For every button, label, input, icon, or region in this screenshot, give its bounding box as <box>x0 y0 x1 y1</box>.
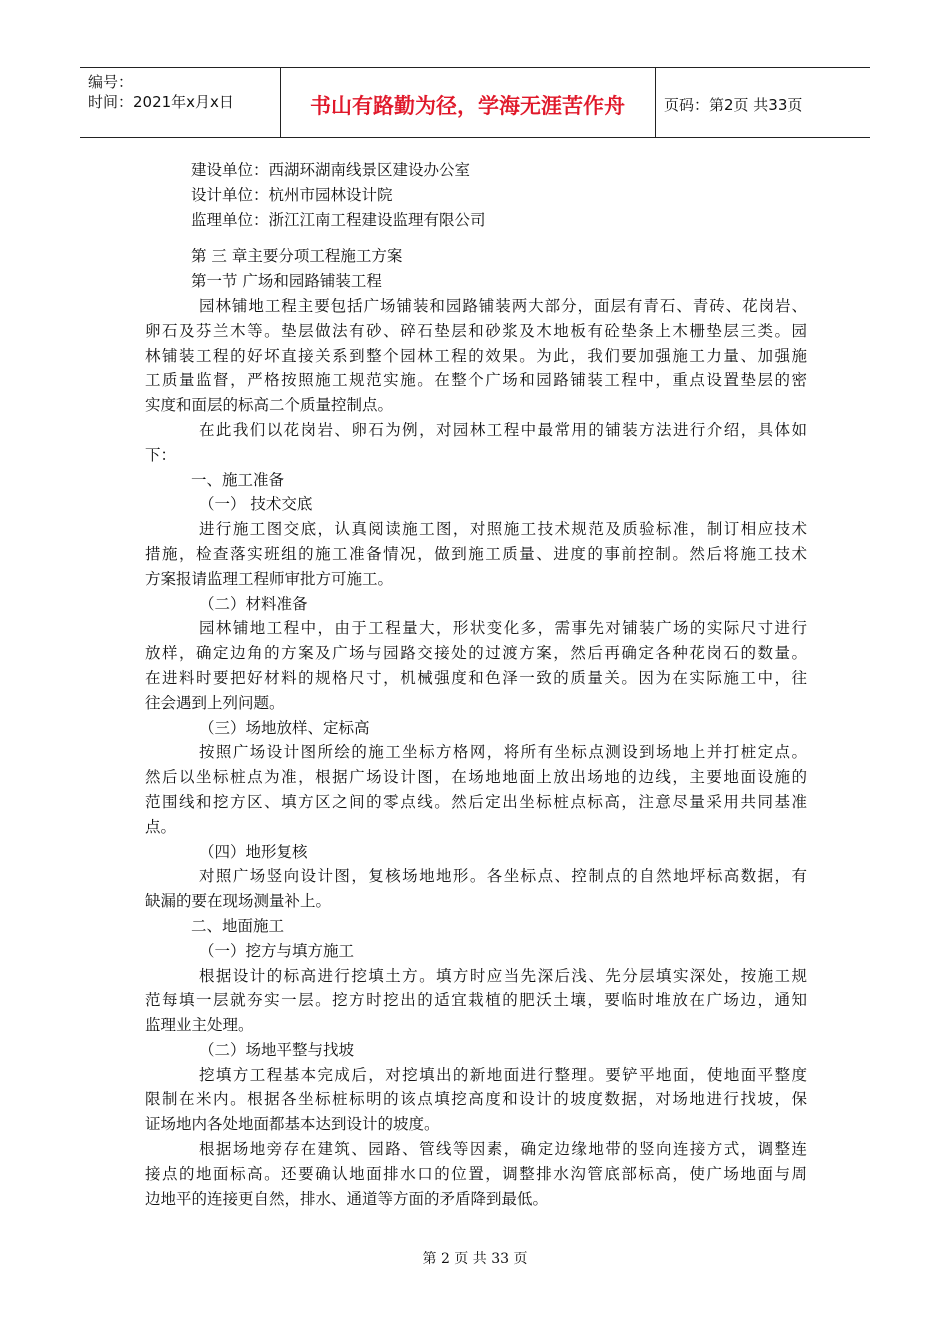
heading-terrain: （四）地形复核 <box>199 842 308 861</box>
heading-cut-fill: （一）挖方与填方施工 <box>199 941 355 960</box>
heading-ground: 二、地面施工 <box>191 916 285 935</box>
paragraph-line: 点。 <box>145 817 177 836</box>
page-header <box>80 67 870 138</box>
paragraph-line: 工质量监督，严格按照施工规范实施。在整个广场和园路铺装工程中，重点设置垫层的密 <box>145 371 807 390</box>
header-divider <box>655 68 656 137</box>
heading-site: （三）场地放样、定标高 <box>199 718 370 737</box>
paragraph-line: 接点的地面标高。还要确认地面排水口的位置，调整排水沟管底部标高，使广场地面与周 <box>145 1164 807 1183</box>
paragraph-line: 然后以坐标桩点为准，根据广场设计图，在场地地面上放出场地的边线，主要地面设施的 <box>145 768 807 787</box>
heading-materials: （二）材料准备 <box>199 594 308 613</box>
paragraph-line: 放样，确定边角的方案及广场与园路交接处的过渡方案，然后再确定各种花岗石的数量。 <box>145 644 807 663</box>
paragraph-line: 监理业主处理。 <box>145 1016 254 1035</box>
paragraph-line: 缺漏的要在现场测量补上。 <box>145 892 332 911</box>
paragraph-line: 证场地内各处地面都基本达到设计的坡度。 <box>145 1115 440 1134</box>
unit-line: 监理单位：浙江江南工程建设监理有限公司 <box>191 210 486 229</box>
paragraph-line: 园林铺地工程主要包括广场铺装和园路铺装两大部分，面层有青石、青砖、花岗岩、 <box>199 296 807 315</box>
paragraph-line: 根据场地旁存在建筑、园路、管线等因素，确定边缘地带的竖向连接方式，调整连 <box>199 1140 807 1159</box>
section-title: 第一节 广场和园路铺装工程 <box>191 272 382 291</box>
paragraph-line: 下： <box>145 445 177 464</box>
code-label: 编号： <box>88 73 134 91</box>
paragraph-line: 对照广场竖向设计图，复核场地地形。各坐标点、控制点的自然地坪标高数据，有 <box>199 867 807 886</box>
paragraph-line: 在此我们以花岗岩、卵石为例，对园林工程中最常用的铺装方法进行介绍，具体如 <box>199 420 807 439</box>
paragraph-line: 林铺装工程的好坏直接关系到整个园林工程的效果。为此，我们要加强施工力量、加强施 <box>145 346 807 365</box>
chapter-title: 第 三 章主要分项工程施工方案 <box>191 247 403 266</box>
header-motto: 书山有路勤为径，学海无涯苦作舟 <box>310 94 625 118</box>
paragraph-line: 范围线和挖方区、填方区之间的零点线。然后定出坐标桩点标高，注意尽量采用共同基准 <box>145 792 807 811</box>
paragraph-line: 卵石及芬兰木等。垫层做法有砂、碎石垫层和砂浆及木地板有砼垫条上木栅垫层三类。园 <box>145 321 807 340</box>
heading-tech: （一） 技术交底 <box>199 495 313 514</box>
header-meta <box>88 72 234 112</box>
paragraph-line: 限制在米内。根据各坐标桩标明的该点填挖高度和设计的坡度数据，对场地进行找坡，保 <box>145 1090 807 1109</box>
unit-line: 建设单位：西湖环湖南线景区建设办公室 <box>191 161 471 179</box>
paragraph-line: 进行施工图交底，认真阅读施工图，对照施工技术规范及质验标准，制订相应技术 <box>199 520 807 539</box>
header-page-info: 页码：第2页 共33页 <box>664 96 803 114</box>
document-body <box>145 158 807 1211</box>
date-line: 时间：2021年x月x日 <box>88 93 234 111</box>
paragraph-line: 挖填方工程基本完成后，对挖填出的新地面进行整理。要铲平地面，使地面平整度 <box>199 1065 807 1084</box>
paragraph-line: 实度和面层的标高二个质量控制点。 <box>145 396 394 415</box>
paragraph-line: 方案报请监理工程师审批方可施工。 <box>145 569 394 588</box>
unit-line: 设计单位：杭州市园林设计院 <box>191 185 393 204</box>
paragraph-line: 往会遇到上列问题。 <box>145 693 285 712</box>
paragraph-line: 根据设计的标高进行挖填土方。填方时应当先深后浅、先分层填实深处，按施工规 <box>199 966 807 985</box>
paragraph-line: 园林铺地工程中，由于工程量大，形状变化多，需事先对铺装广场的实际尺寸进行 <box>199 619 807 638</box>
heading-level: （二）场地平整与找坡 <box>199 1040 355 1059</box>
paragraph-line: 按照广场设计图所绘的施工坐标方格网，将所有坐标点测设到场地上并打桩定点。 <box>199 743 807 762</box>
heading-prep: 一、施工准备 <box>191 470 285 489</box>
paragraph-line: 措施，检查落实班组的施工准备情况，做到施工质量、进度的事前控制。然后将施工技术 <box>145 544 807 563</box>
paragraph-line: 在进料时要把好材料的规格尺寸，机械强度和色泽一致的质量关。因为在实际施工中，往 <box>145 668 807 687</box>
page-footer: 第 2 页 共 33 页 <box>422 1251 528 1267</box>
paragraph-line: 边地平的连接更自然，排水、通道等方面的矛盾降到最低。 <box>145 1189 549 1208</box>
paragraph-line: 范每填一层就夯实一层。挖方时挖出的适宜栽植的肥沃土壤，要临时堆放在广场边，通知 <box>145 991 807 1010</box>
